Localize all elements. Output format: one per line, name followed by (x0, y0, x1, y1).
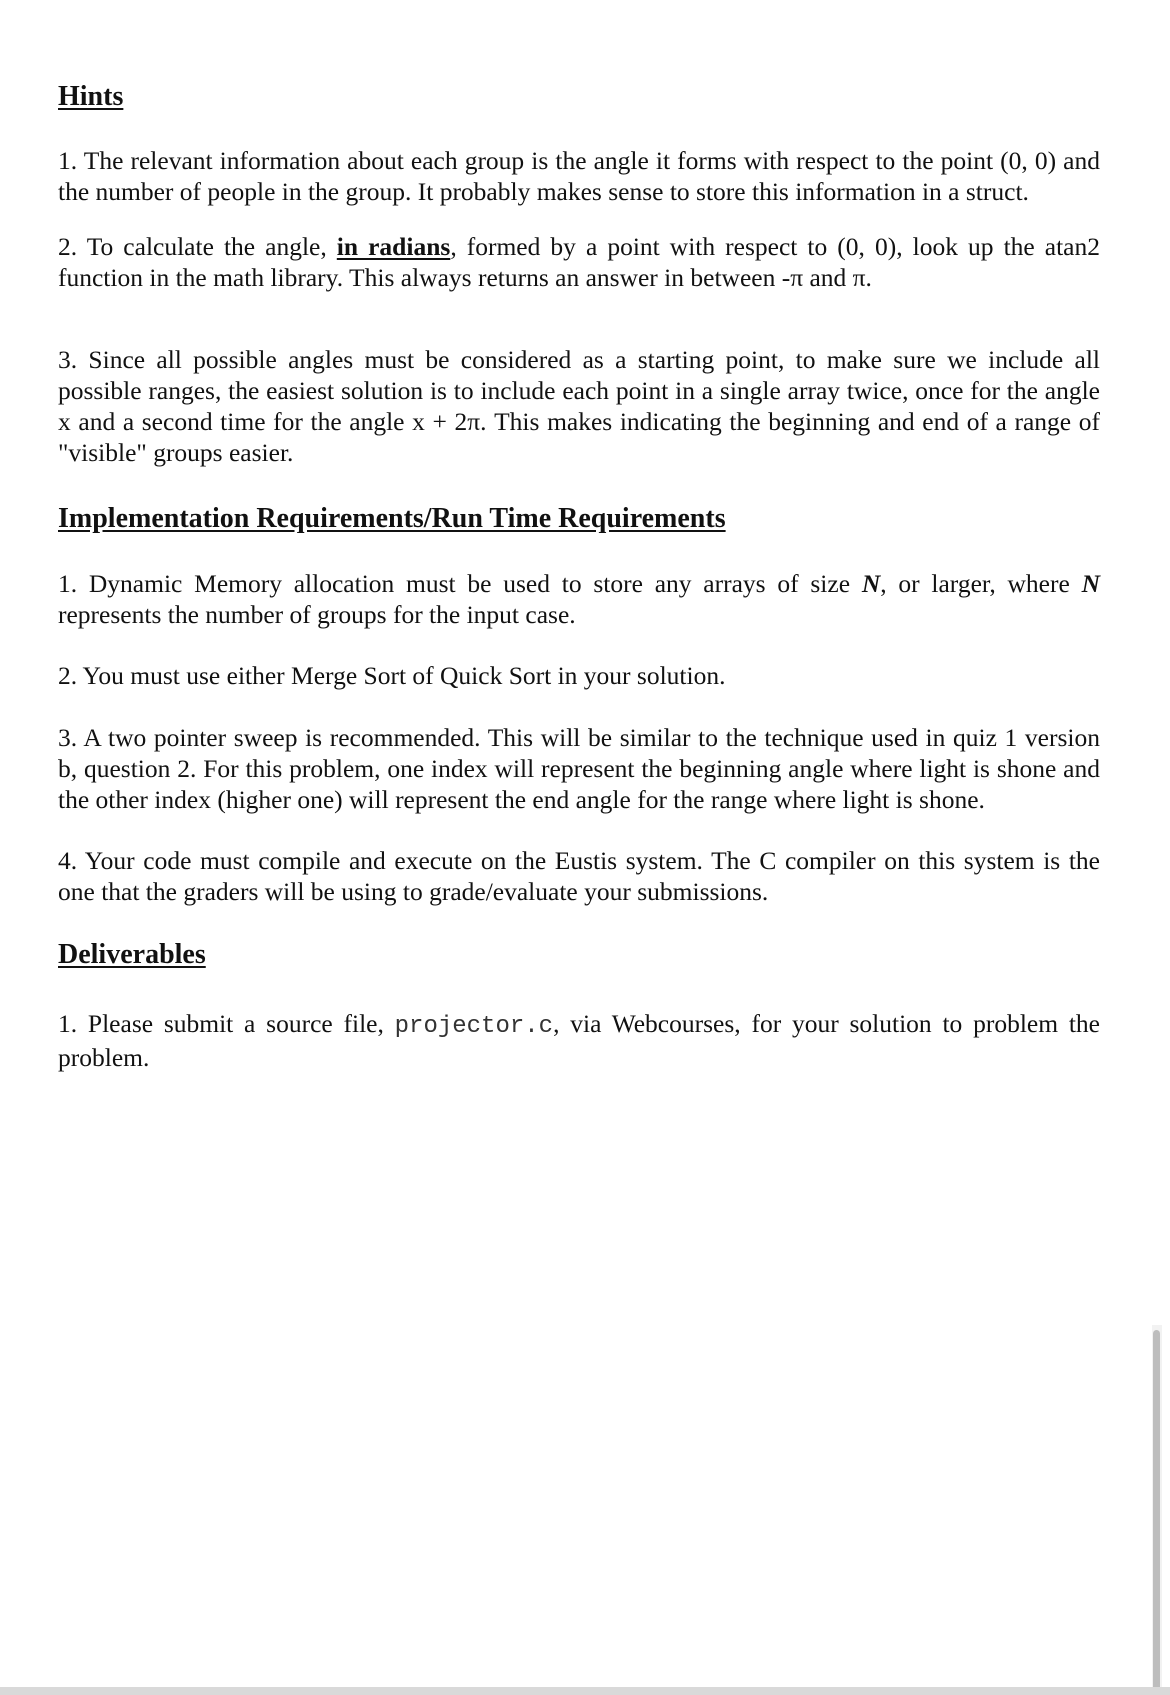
hints-heading: Hints (58, 81, 124, 112)
deliverables-heading: Deliverables (58, 939, 206, 970)
requirement-1-text-before: 1. Dynamic Memory allocation must be used to store any arrays of size (58, 569, 862, 598)
requirement-3: 3. A two pointer sweep is recommended. This will be similar to the technique used in quiz 1 version b, question 2. For this problem, one index will represent the beginning angle where light is shone and the other index (higher one) will represent the end angle for the range where light is shone. (58, 723, 1100, 814)
source-filename: projector.c (394, 1013, 554, 1040)
requirements-heading: Implementation Requirements/Run Time Requirements (58, 503, 726, 534)
requirement-1-text-middle: , or larger, where (880, 569, 1082, 598)
variable-n: N (1081, 569, 1101, 598)
requirement-1-text-after: represents the number of groups for the input case. (58, 600, 576, 629)
requirement-1 (58, 568, 1100, 630)
hint-2 (58, 231, 1100, 293)
requirement-2: 2. You must use either Merge Sort of Quick Sort in your solution. (58, 661, 726, 690)
vertical-scrollbar-thumb[interactable] (1153, 1330, 1160, 1695)
requirement-4: 4. Your code must compile and execute on the Eustis system. The C compiler on this system is the one that the graders will be using to grade/evaluate your submissions. (58, 846, 1100, 906)
deliverable-1-text-after: , via Webcourses, for your solution to problem the problem. (58, 1009, 1100, 1072)
hint-3: 3. Since all possible angles must be considered as a starting point, to make sure we include all possible ranges, the easiest solution is to include each point in a single array twice, once for the angle x and a second time for the angle x + 2π. This makes indicating the beginning and end of a range of "visible" groups easier. (58, 345, 1100, 467)
variable-n: N (861, 569, 881, 598)
hint-2-text-after: , formed by a point with respect to (0, 0), look up the atan2 function in the math library. This always returns an answer in between -π and π. (58, 232, 1100, 292)
deliverable-1 (58, 1008, 1100, 1073)
hint-2-text-before: 2. To calculate the angle, (58, 232, 337, 261)
deliverable-1-text-before: 1. Please submit a source file, (58, 1009, 395, 1038)
hint-1: 1. The relevant information about each group is the angle it forms with respect to the point (0, 0) and the number of people in the group. It probably makes sense to store this information in a struct. (58, 146, 1100, 206)
bottom-edge-bar (0, 1687, 1170, 1695)
in-radians-emphasis: in radians (336, 232, 451, 261)
